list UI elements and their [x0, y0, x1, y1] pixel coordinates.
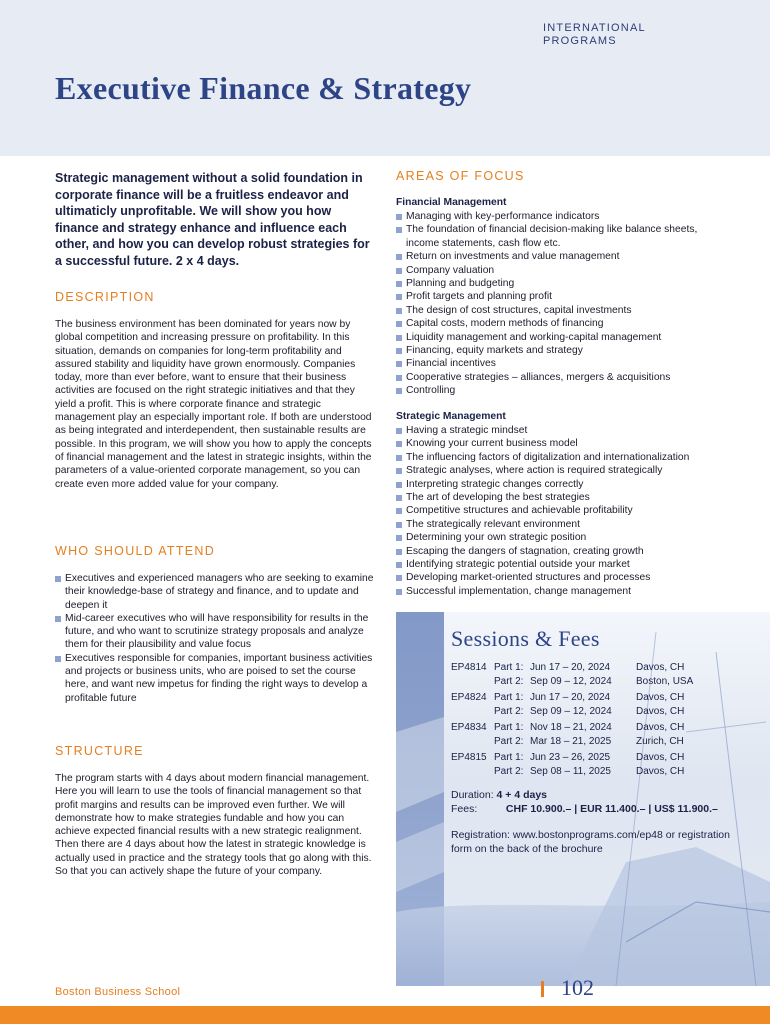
list-item: Managing with key-performance indicators	[396, 210, 756, 223]
structure-text: The program starts with 4 days about modern financial management. Here you will learn to use the tools of financial management so that profit margins and results can be improved even further. We will demonstrate how to make strategies fundable and how you can achieve expected financial results with a new strategic realignment. Then there are 4 days about how the latest in strategic knowledge is actually used in practice and the strategy tools that go along with this. So that you can actively shape the future of your company.	[55, 773, 372, 878]
fees-line	[451, 803, 718, 815]
fees-value: CHF 10.900.– | EUR 11.400.– | US$ 11.900.–	[505, 803, 718, 815]
duration-value: 4 + 4 days	[496, 789, 548, 801]
list-item: Capital costs, modern methods of financing	[396, 317, 756, 330]
strategic-management-title: Strategic Management	[396, 411, 506, 422]
page-number-bar	[541, 981, 544, 997]
list-item: Cooperative strategies – alliances, mergers & acquisitions	[396, 371, 756, 384]
program-category-line1: INTERNATIONAL	[543, 22, 646, 34]
fees-label: Fees:	[451, 803, 478, 815]
list-item: The design of cost structures, capital investments	[396, 304, 756, 317]
who-should-attend-list	[55, 572, 375, 705]
list-item: Financing, equity markets and strategy	[396, 344, 756, 357]
page-number: 102	[561, 975, 594, 1000]
session-location: Davos, CH	[636, 722, 685, 733]
duration-label: Duration:	[451, 789, 494, 801]
session-location: Davos, CH	[636, 706, 685, 717]
list-item: Controlling	[396, 384, 756, 397]
session-code: EP4824	[451, 692, 487, 703]
list-item: Executives responsible for companies, important business activities and projects or business units, who are poised to set the course here, and want new impetus for finding the right ways to develop a profitable future	[55, 652, 375, 705]
description-heading: DESCRIPTION	[55, 290, 155, 304]
list-item: Mid-career executives who will have responsibility for results in the future, and who want to scrutinize strategy proposals and analyze them for their plausibility and value focus	[55, 612, 375, 652]
financial-management-list	[396, 210, 756, 398]
session-dates: Nov 18 – 21, 2024	[530, 722, 612, 733]
list-item: The influencing factors of digitalization and internationalization	[396, 451, 756, 464]
program-category	[543, 22, 743, 48]
list-item: Executives and experienced managers who are seeking to examine their knowledge-base of strategy and finance, and to update and deepen it	[55, 572, 375, 612]
session-dates: Mar 18 – 21, 2025	[530, 736, 612, 747]
description-text: The business environment has been dominated for years now by global competition and increasing pressure on profitability. In this situation, demands on companies for long-term profitability and assured stability and liquidity have grown enormously. Companies today, more than ever before, want to ensure that their business activities are focused on the right strategic initiatives and that they yield a profit. This is where corporate finance and strategic management play an especially important role. If both are understood as being integrated and interdependent, then sustainable results are possible. In this program, we will show you how to apply the concepts of financial management and the latest in strategic insights, within the parameters of a value-oriented corporate management, so you can create even more added value for your company.	[55, 319, 372, 490]
list-item: Interpreting strategic changes correctly	[396, 478, 756, 491]
list-item: Identifying strategic potential outside your market	[396, 558, 756, 571]
list-item: Strategic analyses, where action is required strategically	[396, 464, 756, 477]
session-location: Davos, CH	[636, 662, 685, 673]
program-category-line2: PROGRAMS	[543, 35, 617, 47]
session-part: Part 2:	[494, 676, 524, 687]
session-dates: Sep 09 – 12, 2024	[530, 676, 612, 687]
session-location: Davos, CH	[636, 752, 685, 763]
list-item: Competitive structures and achievable profitability	[396, 504, 756, 517]
list-item: Return on investments and value management	[396, 250, 756, 263]
session-location: Zurich, CH	[636, 736, 684, 747]
session-part: Part 2:	[494, 736, 524, 747]
session-location: Davos, CH	[636, 766, 685, 777]
list-item: Liquidity management and working-capital management	[396, 331, 756, 344]
list-item: The art of developing the best strategies	[396, 491, 756, 504]
session-part: Part 1:	[494, 752, 524, 763]
list-item: Company valuation	[396, 264, 756, 277]
session-dates: Jun 17 – 20, 2024	[530, 692, 611, 703]
sessions-fees-title: Sessions & Fees	[451, 626, 600, 651]
list-item: Knowing your current business model	[396, 437, 756, 450]
session-location: Davos, CH	[636, 692, 685, 703]
list-item: Profit targets and planning profit	[396, 290, 756, 303]
registration-text: Registration: www.bostonprograms.com/ep48 or registration form on the back of the brochure	[451, 829, 730, 855]
session-location: Boston, USA	[636, 676, 694, 687]
list-item: Escaping the dangers of stagnation, creating growth	[396, 545, 756, 558]
list-item: Having a strategic mindset	[396, 424, 756, 437]
session-code: EP4815	[451, 752, 487, 763]
list-item: Planning and budgeting	[396, 277, 756, 290]
list-item: The strategically relevant environment	[396, 518, 756, 531]
list-item: Financial incentives	[396, 357, 756, 370]
session-dates: Jun 17 – 20, 2024	[530, 662, 611, 673]
strategic-management-list	[396, 424, 756, 598]
bottom-accent-strip	[0, 1006, 770, 1024]
session-part: Part 1:	[494, 722, 524, 733]
lead-paragraph: Strategic management without a solid foundation in corporate finance will be a fruitless endeavor and ultimaticly unprofitable. We will show you how finance and strategy enhance and influence each other, and how you can develop robust strategies for a successful future. 2 x 4 days.	[55, 171, 370, 268]
list-item: Successful implementation, change management	[396, 585, 756, 598]
session-code: EP4834	[451, 722, 487, 733]
list-item: Determining your own strategic position	[396, 531, 756, 544]
list-item: Developing market-oriented structures and processes	[396, 571, 756, 584]
list-item: The foundation of financial decision-making like balance sheets, income statements, cash flow etc.	[396, 223, 706, 250]
session-part: Part 2:	[494, 766, 524, 777]
session-dates: Sep 08 – 11, 2025	[530, 766, 611, 777]
session-part: Part 2:	[494, 706, 524, 717]
session-code: EP4814	[451, 662, 487, 673]
page-title: Executive Finance & Strategy	[55, 70, 472, 106]
session-part: Part 1:	[494, 662, 524, 673]
financial-management-title: Financial Management	[396, 197, 507, 208]
session-dates: Sep 09 – 12, 2024	[530, 706, 612, 717]
duration-line	[451, 789, 547, 801]
session-part: Part 1:	[494, 692, 524, 703]
areas-of-focus-heading: AREAS OF FOCUS	[396, 169, 525, 183]
session-dates: Jun 23 – 26, 2025	[530, 752, 611, 763]
sessions-fees-panel	[396, 612, 770, 986]
who-should-attend-heading: WHO SHOULD ATTEND	[55, 544, 216, 558]
structure-heading: STRUCTURE	[55, 744, 144, 758]
footer-school-name: Boston Business School	[55, 986, 181, 998]
